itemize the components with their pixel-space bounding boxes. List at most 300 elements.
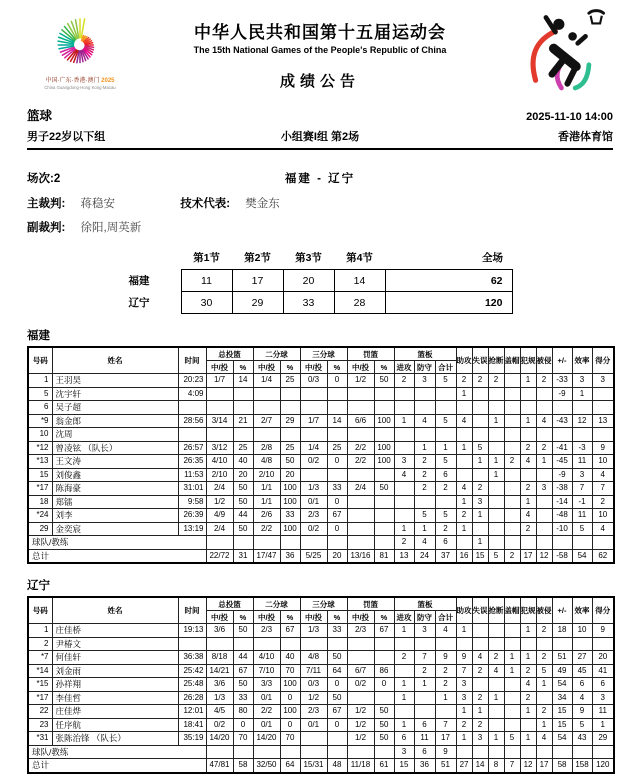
stat-cell xyxy=(300,745,327,759)
stat-cell: 1 xyxy=(456,732,472,746)
stat-cell: 24 xyxy=(414,549,435,563)
stat-cell: 23 xyxy=(28,718,52,732)
stat-cell: 47/81 xyxy=(206,759,233,773)
stat-cell: 2 xyxy=(504,455,520,469)
stat-cell: 10 xyxy=(28,428,52,442)
stat-cell xyxy=(327,745,347,759)
stat-cell: 62 xyxy=(592,549,614,563)
stat-cell: 李佳哲 xyxy=(52,691,178,705)
stat-cell: 12:01 xyxy=(178,705,206,719)
stat-cell: 1 xyxy=(520,705,536,719)
stat-cell: 64 xyxy=(280,759,300,773)
stat-cell: 4 xyxy=(488,664,504,678)
col-header-oreb: 进攻 xyxy=(394,611,414,624)
stat-cell: 6 xyxy=(28,401,52,415)
stat-cell: 王文涛 xyxy=(52,455,178,469)
player-row xyxy=(28,468,614,482)
col-header-name: 姓名 xyxy=(52,597,178,624)
stat-cell xyxy=(327,387,347,401)
stat-cell: 1 xyxy=(520,651,536,665)
stat-cell xyxy=(592,536,614,550)
stat-cell: 2/2 xyxy=(253,522,280,536)
stat-cell xyxy=(280,428,300,442)
stat-cell xyxy=(253,536,280,550)
stat-cell: 36:38 xyxy=(178,651,206,665)
venue-label: 香港体育馆 xyxy=(558,131,613,143)
player-row xyxy=(28,428,614,442)
stat-cell xyxy=(536,428,552,442)
stat-cell xyxy=(488,428,504,442)
stat-cell: 58 xyxy=(233,759,253,773)
deputy-referee-label: 副裁判: xyxy=(27,222,66,234)
stat-cell: 刘金雨 xyxy=(52,664,178,678)
stat-cell: 5 xyxy=(572,718,592,732)
total-score: 120 xyxy=(385,292,512,314)
stat-cell xyxy=(472,522,488,536)
stat-cell: 12 xyxy=(520,759,536,773)
stat-cell: -9 xyxy=(552,468,572,482)
stat-cell: 33 xyxy=(327,482,347,496)
stat-cell: 27 xyxy=(456,759,472,773)
stat-cell: 4 xyxy=(456,414,472,428)
tech-delegate-label: 技术代表: xyxy=(180,198,231,210)
player-row xyxy=(28,522,614,536)
stat-cell xyxy=(435,705,456,719)
stat-cell: 7 xyxy=(414,651,435,665)
stat-cell: 1/2 xyxy=(347,374,374,388)
stat-cell: 刘李 xyxy=(52,509,178,523)
stat-cell: 18:41 xyxy=(178,718,206,732)
stat-cell: 26:39 xyxy=(178,509,206,523)
col-header-total: 全场 xyxy=(482,252,503,264)
stat-cell: 3 xyxy=(414,624,435,638)
stat-cell xyxy=(435,637,456,651)
stat-cell: 2 xyxy=(536,624,552,638)
stat-cell: -1 xyxy=(572,495,592,509)
stat-cell xyxy=(347,745,374,759)
stat-cell xyxy=(300,428,327,442)
stat-cell: 0 xyxy=(327,718,347,732)
stat-cell: 2/3 xyxy=(300,509,327,523)
stat-cell: 26:28 xyxy=(178,691,206,705)
stat-cell: 67 xyxy=(233,664,253,678)
stat-cell: 29 xyxy=(280,414,300,428)
stat-cell: 2 xyxy=(520,691,536,705)
stat-cell: 沈周 xyxy=(52,428,178,442)
col-header-pf: 犯规 xyxy=(520,597,536,624)
stat-cell: 2/2 xyxy=(253,705,280,719)
tech-delegate-name: 樊金东 xyxy=(245,198,280,210)
stat-cell xyxy=(347,428,374,442)
stat-cell: 1 xyxy=(414,522,435,536)
stat-cell: 17 xyxy=(520,549,536,563)
col-header-pf: 犯规 xyxy=(520,347,536,374)
stat-cell: -9 xyxy=(552,387,572,401)
stat-cell: 1 xyxy=(456,522,472,536)
stat-cell: 1 xyxy=(28,624,52,638)
player-row xyxy=(28,509,614,523)
session-label: 场次:2 xyxy=(27,173,61,185)
col-header-ft: 罚篮 xyxy=(347,597,394,611)
col-header-2p-ma: 中/投 xyxy=(253,361,280,374)
stat-cell xyxy=(504,441,520,455)
stat-cell xyxy=(472,637,488,651)
stat-cell: 5 xyxy=(504,732,520,746)
stat-cell: 51 xyxy=(435,759,456,773)
stat-cell: 1/1 xyxy=(253,482,280,496)
stat-cell: 13 xyxy=(592,414,614,428)
stat-cell: 2 xyxy=(504,549,520,563)
matchup-label: 福建 - 辽宁 xyxy=(284,173,356,185)
stat-cell: 100 xyxy=(374,455,394,469)
stat-cell: 4 xyxy=(572,691,592,705)
stat-cell xyxy=(504,522,520,536)
stat-cell: 33 xyxy=(233,691,253,705)
stat-cell: 11:53 xyxy=(178,468,206,482)
stat-cell: 4 xyxy=(536,732,552,746)
stat-cell: 3/12 xyxy=(206,441,233,455)
stat-cell: 0/2 xyxy=(347,678,374,692)
stat-cell: 1/3 xyxy=(300,624,327,638)
stat-cell: 吴子超 xyxy=(52,401,178,415)
col-header-3p: 三分球 xyxy=(300,347,347,361)
stat-cell: 2 xyxy=(520,522,536,536)
stat-cell: 50 xyxy=(327,651,347,665)
stat-cell: 4 xyxy=(520,509,536,523)
stat-cell xyxy=(280,536,300,550)
stat-cell: 8 xyxy=(488,759,504,773)
stat-cell xyxy=(472,678,488,692)
stat-cell: 2 xyxy=(456,509,472,523)
stat-cell: -45 xyxy=(552,455,572,469)
stat-cell: 36 xyxy=(414,759,435,773)
stat-cell: 9 xyxy=(435,745,456,759)
stat-cell: 5 xyxy=(536,664,552,678)
stat-cell: 12 xyxy=(536,549,552,563)
col-header-dreb: 防守 xyxy=(414,611,435,624)
stat-cell xyxy=(520,428,536,442)
stat-cell: -38 xyxy=(552,482,572,496)
stat-cell: 1/2 xyxy=(347,718,374,732)
col-header-ast: 助攻 xyxy=(456,597,472,624)
stat-cell: 2 xyxy=(472,374,488,388)
stat-cell xyxy=(233,401,253,415)
stat-cell: 100 xyxy=(280,522,300,536)
stat-cell xyxy=(472,468,488,482)
stat-cell: 1/2 xyxy=(206,495,233,509)
stat-cell: 4 xyxy=(435,624,456,638)
stat-cell xyxy=(280,745,300,759)
stat-cell: 50 xyxy=(374,482,394,496)
stat-cell: 4/8 xyxy=(300,651,327,665)
stat-cell xyxy=(488,718,504,732)
stat-cell: -33 xyxy=(552,374,572,388)
col-header-3p-ma: 中/投 xyxy=(300,361,327,374)
stat-cell xyxy=(504,509,520,523)
stat-cell: 2/2 xyxy=(347,441,374,455)
stat-cell: 0/1 xyxy=(253,691,280,705)
stat-cell: 4/5 xyxy=(206,705,233,719)
stat-cell xyxy=(374,428,394,442)
chief-referee-row xyxy=(27,195,613,212)
stat-cell: 7/10 xyxy=(253,664,280,678)
stat-cell xyxy=(456,637,472,651)
col-header-pts: 得分 xyxy=(592,347,614,374)
games-title-en: The 15th National Games of the People's Republic of China xyxy=(193,45,447,55)
stat-cell xyxy=(552,745,572,759)
player-row xyxy=(28,664,614,678)
stat-cell xyxy=(374,637,394,651)
stat-cell: 任序航 xyxy=(52,718,178,732)
stat-cell xyxy=(347,495,374,509)
stat-cell: 2 xyxy=(472,718,488,732)
stat-cell xyxy=(206,536,233,550)
stat-cell: 40 xyxy=(233,455,253,469)
team-section-label: 福建 xyxy=(27,330,50,342)
stat-cell xyxy=(253,387,280,401)
stat-cell: 郑镭 xyxy=(52,495,178,509)
stat-cell xyxy=(206,637,233,651)
col-header-reb: 篮板 xyxy=(394,347,456,361)
stat-cell: 3 xyxy=(456,691,472,705)
stat-cell: 3 xyxy=(472,495,488,509)
stat-cell: 9 xyxy=(572,705,592,719)
player-row xyxy=(28,678,614,692)
stat-cell: 2 xyxy=(456,718,472,732)
stat-cell xyxy=(394,495,414,509)
stat-cell xyxy=(472,414,488,428)
stat-cell xyxy=(456,745,472,759)
stat-cell: 7 xyxy=(572,482,592,496)
row-label: 球队/教练 xyxy=(28,536,206,550)
stat-cell: *24 xyxy=(28,509,52,523)
stat-cell xyxy=(374,522,394,536)
stat-cell: 1 xyxy=(435,691,456,705)
stat-cell xyxy=(374,468,394,482)
stat-cell: 48 xyxy=(327,759,347,773)
stat-cell: 3 xyxy=(536,482,552,496)
stat-cell xyxy=(552,536,572,550)
stat-cell: 10 xyxy=(592,509,614,523)
stat-cell: 0/1 xyxy=(253,718,280,732)
stat-cell xyxy=(592,745,614,759)
stat-cell: 158 xyxy=(572,759,592,773)
col-header-ast: 助攻 xyxy=(456,347,472,374)
col-header-3p-ma: 中/投 xyxy=(300,611,327,624)
col-header-fg: 总投篮 xyxy=(206,347,253,361)
total-score: 62 xyxy=(385,270,512,292)
stat-cell xyxy=(300,468,327,482)
stat-cell: 2/8 xyxy=(253,441,280,455)
stat-cell: 0 xyxy=(233,718,253,732)
stat-cell xyxy=(472,745,488,759)
stat-cell: 1 xyxy=(28,374,52,388)
stat-cell: 6/6 xyxy=(347,414,374,428)
stat-cell: 13/16 xyxy=(347,549,374,563)
col-header-fg-ma: 中/投 xyxy=(206,361,233,374)
stat-cell xyxy=(488,482,504,496)
stat-cell: *13 xyxy=(28,455,52,469)
stat-cell xyxy=(536,691,552,705)
col-header-treb: 合计 xyxy=(435,361,456,374)
stat-cell: 29 xyxy=(592,732,614,746)
stat-cell xyxy=(488,536,504,550)
col-header-pm: +/- xyxy=(552,597,572,624)
stat-cell: 45 xyxy=(572,664,592,678)
stat-cell: 1 xyxy=(472,509,488,523)
logo-caption-en: China Guangdong·Hong Kong·Macau xyxy=(44,85,116,91)
stat-cell xyxy=(520,637,536,651)
stat-cell: -43 xyxy=(552,414,572,428)
stat-cell xyxy=(536,401,552,415)
stat-cell xyxy=(504,468,520,482)
stat-cell: 5 xyxy=(435,509,456,523)
stat-cell: 1 xyxy=(504,664,520,678)
stat-cell: 11/18 xyxy=(347,759,374,773)
stat-cell: 1 xyxy=(520,624,536,638)
stat-cell: 14 xyxy=(327,414,347,428)
stat-cell xyxy=(394,428,414,442)
stat-cell: 20:23 xyxy=(178,374,206,388)
stat-cell: 33 xyxy=(280,509,300,523)
stat-cell: 5 xyxy=(435,455,456,469)
stat-cell: 2 xyxy=(592,495,614,509)
stat-cell: 35:19 xyxy=(178,732,206,746)
stat-cell: 1 xyxy=(520,374,536,388)
stat-cell: 2/3 xyxy=(253,624,280,638)
stat-cell xyxy=(520,468,536,482)
stat-cell: 0/1 xyxy=(300,495,327,509)
stat-cell: 0/2 xyxy=(206,718,233,732)
stat-cell: 25:48 xyxy=(178,678,206,692)
col-header-q3: 第3节 xyxy=(295,252,322,264)
stat-cell: 10 xyxy=(572,624,592,638)
liaoning-section xyxy=(27,577,613,774)
stat-cell: *17 xyxy=(28,482,52,496)
col-header-2p-pct: % xyxy=(280,611,300,624)
summary-row xyxy=(28,745,614,759)
quarter-header-spacer xyxy=(128,248,182,270)
stat-cell xyxy=(394,637,414,651)
stat-cell: 7 xyxy=(456,664,472,678)
stat-cell: 2/4 xyxy=(206,482,233,496)
stat-cell: 2 xyxy=(28,637,52,651)
stat-cell: 2 xyxy=(488,374,504,388)
player-row xyxy=(28,705,614,719)
stat-cell: 100 xyxy=(280,482,300,496)
match-datetime: 2025-11-10 14:00 xyxy=(526,111,613,123)
stat-cell: 2 xyxy=(520,482,536,496)
col-header-to: 失误 xyxy=(472,347,488,374)
stat-cell: 11 xyxy=(572,455,592,469)
stat-cell: 58 xyxy=(552,759,572,773)
stat-cell: 50 xyxy=(374,732,394,746)
stat-cell xyxy=(435,401,456,415)
stat-cell: 5 xyxy=(472,441,488,455)
age-group-label: 男子22岁以下组 xyxy=(27,131,106,143)
stat-cell: 0/2 xyxy=(300,455,327,469)
col-header-oreb: 进攻 xyxy=(394,361,414,374)
col-header-fd: 被侵 xyxy=(536,597,552,624)
stat-cell xyxy=(488,441,504,455)
stat-cell: 何佳轩 xyxy=(52,651,178,665)
stat-cell: *9 xyxy=(28,414,52,428)
col-header-2p-ma: 中/投 xyxy=(253,611,280,624)
stat-cell: 6 xyxy=(435,536,456,550)
stat-cell xyxy=(536,468,552,482)
header-divider xyxy=(27,148,613,150)
stat-cell xyxy=(488,401,504,415)
stat-cell: 54 xyxy=(572,549,592,563)
stat-cell: 17 xyxy=(536,759,552,773)
player-row xyxy=(28,482,614,496)
player-row xyxy=(28,691,614,705)
stats-header-row1 xyxy=(28,347,614,361)
stat-cell: 50 xyxy=(374,705,394,719)
stat-cell: 3 xyxy=(572,468,592,482)
stat-cell xyxy=(488,745,504,759)
team-name: 辽宁 xyxy=(128,297,150,309)
stat-cell: 1 xyxy=(472,705,488,719)
stat-cell: 14/20 xyxy=(206,732,233,746)
stat-cell: *7 xyxy=(28,651,52,665)
stat-cell: 43 xyxy=(572,732,592,746)
stat-cell: 20 xyxy=(327,549,347,563)
stat-cell xyxy=(552,401,572,415)
stat-cell xyxy=(347,651,374,665)
stat-cell: 44 xyxy=(233,651,253,665)
stat-cell: 1 xyxy=(456,705,472,719)
stat-cell: 50 xyxy=(233,495,253,509)
stat-cell: 14 xyxy=(233,374,253,388)
col-header-fg: 总投篮 xyxy=(206,597,253,611)
basketball-pictogram-icon xyxy=(527,8,613,94)
stat-cell: 1 xyxy=(472,536,488,550)
stat-cell: 1 xyxy=(536,718,552,732)
stat-cell xyxy=(572,637,592,651)
stat-cell: 1 xyxy=(536,455,552,469)
stat-cell: 曾凌铉 （队长） xyxy=(52,441,178,455)
stat-cell: 庄佳烨 xyxy=(52,705,178,719)
stat-cell: 17/47 xyxy=(253,549,280,563)
stat-cell: 9 xyxy=(592,624,614,638)
summary-row xyxy=(28,759,614,773)
stat-cell xyxy=(374,691,394,705)
stat-cell: 2/2 xyxy=(347,455,374,469)
stat-cell: 4 xyxy=(414,414,435,428)
col-header-stl: 抢断 xyxy=(488,347,504,374)
stat-cell: 1/7 xyxy=(300,414,327,428)
stat-cell: 44 xyxy=(233,509,253,523)
team-name: 福建 xyxy=(128,275,150,287)
stat-cell: 49 xyxy=(552,664,572,678)
q3-score: 33 xyxy=(283,292,334,314)
stat-cell: 13:19 xyxy=(178,522,206,536)
stat-cell: -58 xyxy=(552,549,572,563)
stat-cell xyxy=(178,401,206,415)
stat-cell xyxy=(504,678,520,692)
stat-cell: 15 xyxy=(394,759,414,773)
stat-cell xyxy=(592,428,614,442)
stat-cell: 2/10 xyxy=(253,468,280,482)
stat-cell xyxy=(300,732,327,746)
stat-cell xyxy=(347,522,374,536)
stat-cell: 0/3 xyxy=(300,374,327,388)
stat-cell: 31 xyxy=(233,549,253,563)
quarter-scores-section xyxy=(27,248,613,314)
stat-cell: 1/7 xyxy=(206,374,233,388)
col-header-time: 时间 xyxy=(178,597,206,624)
